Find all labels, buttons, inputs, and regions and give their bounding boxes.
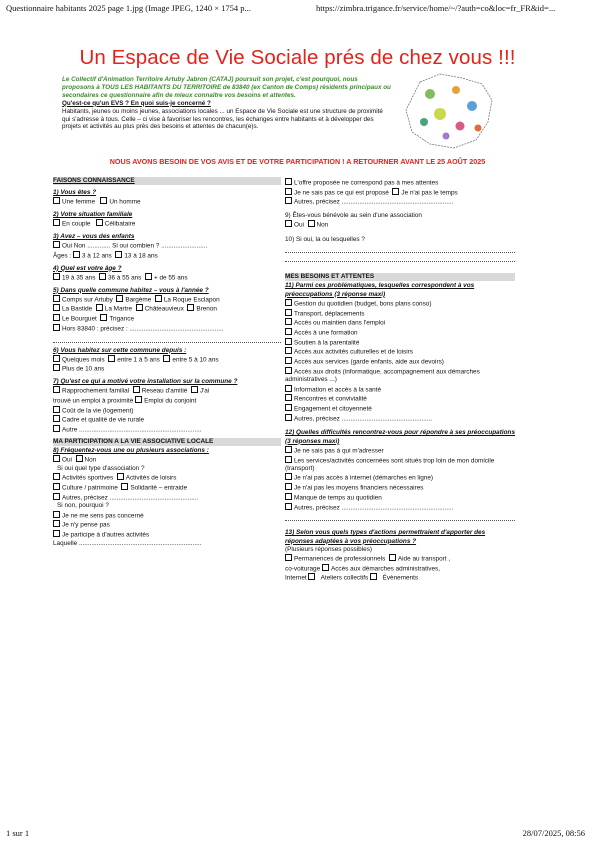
checkbox-bastide[interactable] <box>53 304 60 311</box>
checkbox-5-10-ans[interactable] <box>163 355 170 362</box>
checkbox-q11-culture[interactable] <box>285 347 292 354</box>
checkbox-autre[interactable] <box>53 425 60 432</box>
opt-label: Une femme <box>62 198 96 206</box>
opt-label: Reseau d'amitié <box>141 387 188 395</box>
checkbox-reseau-amitie[interactable] <box>133 386 140 393</box>
checkbox-q12-temps[interactable] <box>285 493 292 500</box>
checkbox-age-55plus[interactable] <box>145 273 152 280</box>
checkbox-q13-demarches[interactable] <box>322 564 329 571</box>
checkbox-asso-autres[interactable] <box>53 493 60 500</box>
opt-label: Soutien à la parentalité <box>294 339 360 347</box>
checkbox-cadre-vie[interactable] <box>53 415 60 422</box>
checkbox-offre-attentes[interactable] <box>285 178 292 185</box>
opt-label: Évènements <box>382 574 419 582</box>
opt-label: Autres, précisez .................................................. <box>62 494 199 502</box>
opt-label: Non <box>316 221 329 229</box>
opt-label: Activités de loisirs <box>125 474 177 482</box>
opt-label: Cadre et qualité de vie rurale <box>62 416 145 424</box>
section-vie-associative: MA PARTICIPATION A LA VIE ASSOCIATIVE LOCALE <box>53 438 281 446</box>
checkbox-emploi[interactable] <box>191 386 198 393</box>
opt-label: Je n'ai pas accès à internet (démarches en ligne) <box>294 474 434 482</box>
opt-label: Accès aux services (garde enfants, aide aux devoirs) <box>294 358 444 366</box>
checkbox-q12-autres[interactable] <box>285 503 292 510</box>
opt-label: En couple <box>62 220 91 228</box>
opt-label: Accès à une formation <box>294 329 358 337</box>
opt-label: Brenon <box>196 305 217 313</box>
opt-label: Coût de la vie (logement) <box>62 407 134 415</box>
opt-label: Accès aux droits (informatique, accompagnement aux démarches administratives ...) <box>285 368 480 384</box>
checkbox-ny-pense-pas[interactable] <box>53 520 60 527</box>
checkbox-age-3-12[interactable] <box>73 251 80 258</box>
checkbox-celibataire[interactable] <box>96 219 103 226</box>
checkbox-q11-engagement[interactable] <box>285 404 292 411</box>
cataj-logo-map <box>400 70 498 152</box>
checkbox-chateauvieux[interactable] <box>136 304 143 311</box>
intro-block <box>62 76 392 131</box>
opt-label: Activités sportives <box>62 474 114 482</box>
q8-laquelle[interactable]: Laquelle ..................................................................... <box>53 539 202 547</box>
q9-heading: 9) Êtes-vous bénévole au sein d'une association <box>285 212 422 220</box>
opt-label: Je ne sais pas à qui m'adresser <box>294 447 384 455</box>
opt-label: Les services/activités concernées sont situés trop loin de mon domicile (transport) <box>285 457 495 473</box>
opt-label: Le Bourguet <box>62 315 97 323</box>
checkbox-q13-transport[interactable] <box>389 554 396 561</box>
opt-label: co-voiturage <box>285 565 321 573</box>
checkbox-emploi-conjoint[interactable] <box>135 396 142 403</box>
opt-label: Je ne sais pas ce qui est proposé <box>294 189 389 197</box>
q10-heading: 10) Si oui, la ou lesquelles ? <box>285 236 365 244</box>
right-column <box>285 178 515 583</box>
q7-heading: 7) Qu'est ce qui a motivé votre installation sur la commune ? <box>53 378 238 386</box>
checkbox-ne-sais-pas[interactable] <box>285 188 292 195</box>
checkbox-q11-parentalite[interactable] <box>285 338 292 345</box>
q13-heading: 13) Selon vous quels types d'actions permettraient d'apporter des réponses adaptées à vos préoccupations ? <box>285 529 486 545</box>
checkbox-rapprochement[interactable] <box>53 386 60 393</box>
checkbox-age-19-35[interactable] <box>53 273 60 280</box>
print-header-url: https://zimbra.trigance.fr/service/home/~/?auth=co&loc=fr_FR&id=... <box>316 3 556 13</box>
opt-label: Ateliers collectifs <box>320 574 369 582</box>
opt-label: La Martre <box>104 305 133 313</box>
checkbox-homme[interactable] <box>100 197 107 204</box>
q8-sinon: Si non, pourquoi ? <box>57 502 109 510</box>
opt-label: Accès aux activités culturelles et de loisirs <box>294 348 413 356</box>
opt-label: Culture / patrimoine <box>62 484 118 492</box>
q4-heading: 4) Quel est votre âge ? <box>53 264 122 272</box>
intro-text: Le Collectif d'Animation Territoire Artuby Jabron (CATAJ) poursuit son projet, c'est pourquoi, nous proposons à TOUS LES HABITANTS DU TERRITOIRE de 83840 (ex Canton de Comps) résidents principaux ou secondaires ce questionnaire afin de mieux connaître vos besoins et attentes. <box>62 76 391 99</box>
q13-sub: (Plusieurs réponses possibles) <box>285 545 373 553</box>
checkbox-q11-transport[interactable] <box>285 309 292 316</box>
print-header-title: Questionnaire habitants 2025 page 1.jpg (Image JPEG, 1240 × 1754 p... <box>6 3 251 13</box>
opt-label: entre 1 à 5 ans <box>117 356 160 364</box>
answer-line[interactable] <box>285 255 515 262</box>
q12-heading: 12) Quelles difficultés rencontrez-vous pour répondre à ses préoccupations (3 réponses maxi) <box>285 429 516 445</box>
opt-label: Autres, précisez ............................................................... <box>294 198 454 206</box>
checkbox-age-36-55[interactable] <box>99 273 106 280</box>
opt-label: 19 à 35 ans <box>62 274 96 282</box>
opt-label: + de 55 ans <box>153 274 188 282</box>
checkbox-femme[interactable] <box>53 197 60 204</box>
opt-label: Je n'ai pas les moyens financiers nécessaires <box>294 484 424 492</box>
checkbox-q11-gestion[interactable] <box>285 299 292 306</box>
checkbox-q11-droits[interactable] <box>285 367 292 374</box>
opt-label: Permanences de professionnels <box>294 555 386 563</box>
q1-heading: 1) Vous êtes ? <box>53 189 97 197</box>
q3-heading: 3) Avez – vous des enfants <box>53 233 135 241</box>
checkbox-asso-oui[interactable] <box>53 455 60 462</box>
opt-label: J'ai <box>199 387 210 395</box>
opt-label: Emploi du conjoint <box>144 397 197 405</box>
checkbox-hors-83840[interactable] <box>53 324 60 331</box>
q8-subheading: Si oui quel type d'association ? <box>57 464 145 472</box>
opt-label: Accès ou maintien dans l'emploi <box>294 319 386 327</box>
checkbox-martre[interactable] <box>96 304 103 311</box>
opt-label: Internet <box>285 574 307 582</box>
opt-label: Autre ..................................................................... <box>62 426 202 434</box>
deadline-banner: NOUS AVONS BESOIN DE VOS AVIS ET DE VOTRE PARTICIPATION ! A RETOURNER AVANT LE 25 AOÛT 2025 <box>109 157 486 166</box>
checkbox-loisirs[interactable] <box>117 473 124 480</box>
opt-label: Engagement et citoyenneté <box>294 405 372 413</box>
opt-label: Âges : <box>53 252 72 260</box>
opt-label: Solidarité – entraide <box>130 484 188 492</box>
checkbox-q12-internet[interactable] <box>285 473 292 480</box>
opt-label: entre 5 à 10 ans <box>172 356 219 364</box>
opt-label: Autres, précisez ............................................................... <box>294 504 454 512</box>
checkbox-q13-permanences[interactable] <box>285 554 292 561</box>
opt-label: La Bastide <box>62 305 93 313</box>
opt-label: Je participe à d'autres activités <box>62 531 150 539</box>
opt-label: Je n'ai pas le temps <box>401 189 458 197</box>
opt-label: 36 à 55 ans <box>107 274 142 282</box>
opt-label: Quelques mois <box>62 356 105 364</box>
checkbox-1-5-ans[interactable] <box>108 355 115 362</box>
q5-heading: 5) Dans quelle commune habitez – vous à l'année ? <box>53 286 209 294</box>
opt-label: Un homme <box>109 198 141 206</box>
opt-label: Je ne me sens pas concerné <box>62 512 144 519</box>
opt-label: 3 à 12 ans <box>81 252 112 260</box>
checkbox-age-13-18[interactable] <box>115 251 122 258</box>
checkbox-autres-activites[interactable] <box>53 530 60 537</box>
checkbox-sportives[interactable] <box>53 473 60 480</box>
print-footer-page: 1 sur 1 <box>6 828 30 838</box>
checkbox-q11-rencontres[interactable] <box>285 394 292 401</box>
document-title: Un Espace de Vie Sociale prés de chez vous !!! <box>79 46 516 69</box>
checkbox-q11-services[interactable] <box>285 357 292 364</box>
opt-label: Autres, précisez ................................................... <box>294 415 433 423</box>
checkbox-enfants-oui[interactable] <box>53 241 60 248</box>
opt-label: Bargème <box>125 296 152 304</box>
q11-heading: 11) Parmi ces problématiques, lesquelles correspondent à vos préoccupations (3 réponse maxi) <box>285 282 475 298</box>
left-column <box>53 177 281 548</box>
checkbox-couple[interactable] <box>53 219 60 226</box>
checkbox-benevole-oui[interactable] <box>285 220 292 227</box>
checkbox-r-autres[interactable] <box>285 197 292 204</box>
checkbox-q11-emploi[interactable] <box>285 318 292 325</box>
checkbox-q11-formation[interactable] <box>285 328 292 335</box>
checkbox-quelques-mois[interactable] <box>53 355 60 362</box>
opt-label: Non <box>84 456 97 464</box>
opt-label: Rencontres et convivialité <box>294 395 367 403</box>
opt-label: 13 à 18 ans <box>124 252 158 260</box>
opt-label: Gestion du quotidien (budget, bons plans conso) <box>294 300 432 308</box>
q6-heading: 6) Vous habitez sur cette commune depuis : <box>53 346 187 354</box>
checkbox-plus-10-ans[interactable] <box>53 364 60 371</box>
checkbox-q12-moyens[interactable] <box>285 483 292 490</box>
opt-label: Célibataire <box>104 220 136 228</box>
checkbox-roque-esclapon[interactable] <box>155 295 162 302</box>
checkbox-asso-non[interactable] <box>76 455 83 462</box>
opt-label: Information et accès à la santé <box>294 386 382 394</box>
opt-label: Je n'y pense pas <box>62 521 110 529</box>
opt-label: trouvé un emploi à proximité <box>53 397 134 405</box>
intro-description: Habitants, jeunes ou moins jeunes, associations locales ... un Espace de Vie Sociale est une structure de proximité qui s'adresse à tous. Celle – ci vise à favoriser les rencontres, les échanges entre habitants et à développer des projets et activités au plus près des besoins et attentes de chacun(e)s. <box>62 107 383 131</box>
opt-label: Aide au transport , <box>397 555 451 563</box>
answer-line[interactable] <box>285 514 515 521</box>
answer-line[interactable] <box>53 336 281 343</box>
q2-heading: 2) Votre situation familiale <box>53 211 133 219</box>
checkbox-culture[interactable] <box>53 483 60 490</box>
q8-heading: 8) Fréquentez-vous une ou plusieurs associations : <box>53 447 209 455</box>
opt-label: Accès aux démarches administratives, <box>330 565 440 573</box>
checkbox-q12-loin[interactable] <box>285 456 292 463</box>
checkbox-solidarite[interactable] <box>121 483 128 490</box>
opt-label: Oui <box>294 221 304 229</box>
checkbox-pas-concerne[interactable] <box>53 511 60 518</box>
checkbox-comps[interactable] <box>53 295 60 302</box>
opt-label: Transport, déplacements <box>294 310 365 318</box>
checkbox-cout-vie[interactable] <box>53 406 60 413</box>
checkbox-q11-autres[interactable] <box>285 414 292 421</box>
opt-label: Trigance <box>109 315 135 323</box>
opt-label: L'offre proposée ne correspond pas à mes attentes <box>294 179 439 187</box>
opt-label: Rapprochement familial <box>62 387 130 395</box>
print-footer-datetime: 28/07/2025, 08:56 <box>522 828 585 838</box>
answer-line[interactable] <box>285 246 515 253</box>
section-besoins-attentes: MES BESOINS ET ATTENTES <box>285 273 515 281</box>
checkbox-q11-sante[interactable] <box>285 385 292 392</box>
checkbox-bargeme[interactable] <box>116 295 123 302</box>
checkbox-bourguet[interactable] <box>53 314 60 321</box>
opt-label: La Roque Esclapon <box>163 296 220 304</box>
checkbox-q12-adresser[interactable] <box>285 446 292 453</box>
checkbox-q13-internet[interactable] <box>308 573 315 580</box>
opt-label: Oui <box>62 456 72 464</box>
opt-label: Hors 83840 : précisez : ..................................................... <box>62 325 224 333</box>
checkbox-brenon[interactable] <box>187 304 194 311</box>
checkbox-trigance[interactable] <box>100 314 107 321</box>
opt-label: Oui Non ............. Si oui combien ? .......................... <box>62 242 208 250</box>
section-faisons-connaissance: FAISONS CONNAISSANCE <box>53 177 281 185</box>
checkbox-benevole-non[interactable] <box>308 220 315 227</box>
intro-question: Qu'est-ce qu'un EVS ? En quoi suis-je concerné ? <box>62 99 211 107</box>
opt-label: Comps sur Artuby <box>62 296 113 304</box>
opt-label: Châteauvieux <box>144 305 184 313</box>
opt-label: Manque de temps au quotidien <box>294 494 382 502</box>
opt-label: Plus de 10 ans <box>62 365 105 373</box>
checkbox-pas-temps[interactable] <box>392 188 399 195</box>
checkbox-q13-ateliers[interactable] <box>370 573 377 580</box>
